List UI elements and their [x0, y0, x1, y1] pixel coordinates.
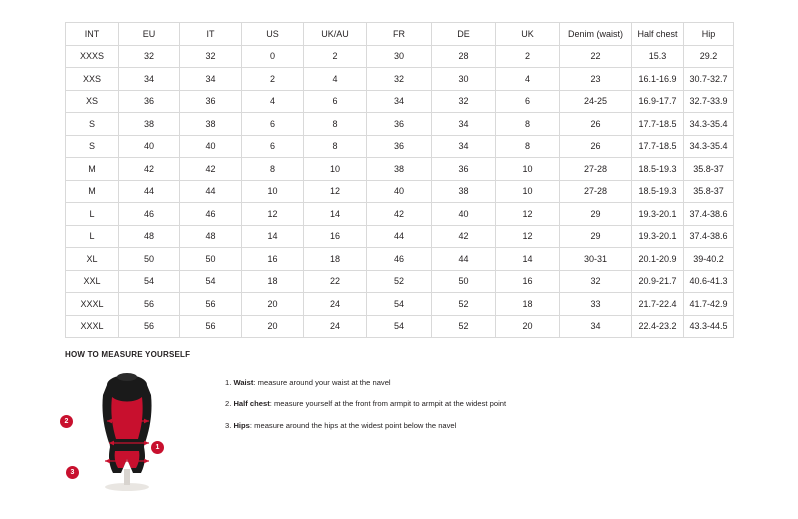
- table-cell: 16.1-16.9: [632, 68, 684, 91]
- table-cell: 20: [496, 315, 560, 338]
- table-cell: 18.5-19.3: [632, 180, 684, 203]
- table-cell: 6: [496, 90, 560, 113]
- measure-note-term: Half chest: [233, 399, 270, 409]
- table-cell: 36: [367, 135, 432, 158]
- table-cell: 42: [367, 203, 432, 226]
- table-cell: 40: [367, 180, 432, 203]
- table-cell: 29: [560, 225, 632, 248]
- table-cell: 32: [180, 45, 242, 68]
- table-cell: 48: [119, 225, 180, 248]
- table-cell: 44: [119, 180, 180, 203]
- table-cell: 34.3-35.4: [684, 113, 734, 136]
- table-cell: 10: [496, 158, 560, 181]
- table-cell: 30: [432, 68, 496, 91]
- table-cell: 20: [242, 293, 304, 316]
- how-to-measure-section: [65, 350, 765, 494]
- table-cell: 2: [304, 45, 367, 68]
- table-cell: 18: [242, 270, 304, 293]
- table-cell: 19.3-20.1: [632, 225, 684, 248]
- table-cell: 8: [304, 135, 367, 158]
- table-cell: 30: [367, 45, 432, 68]
- table-column-header: US: [242, 23, 304, 46]
- measure-note: [225, 379, 506, 387]
- table-cell: 42: [180, 158, 242, 181]
- table-cell: 4: [304, 68, 367, 91]
- measure-note: [225, 400, 506, 408]
- size-label-cell: L: [66, 203, 119, 226]
- table-header: [66, 23, 734, 46]
- table-cell: 12: [242, 203, 304, 226]
- table-cell: 18: [304, 248, 367, 271]
- table-cell: 46: [119, 203, 180, 226]
- table-cell: 34: [367, 90, 432, 113]
- table-cell: 37.4-38.6: [684, 203, 734, 226]
- table-cell: 54: [367, 293, 432, 316]
- table-cell: 24: [304, 293, 367, 316]
- table-cell: 24: [304, 315, 367, 338]
- size-label-cell: S: [66, 135, 119, 158]
- table-cell: 20: [242, 315, 304, 338]
- table-column-header: UK: [496, 23, 560, 46]
- table-row: [66, 45, 734, 68]
- table-cell: 0: [242, 45, 304, 68]
- table-cell: 38: [180, 113, 242, 136]
- table-cell: 50: [432, 270, 496, 293]
- table-cell: 38: [432, 180, 496, 203]
- table-cell: 56: [119, 315, 180, 338]
- size-chart-table-wrapper: [65, 22, 733, 338]
- table-cell: 33: [560, 293, 632, 316]
- mannequin-illustration: [65, 369, 185, 494]
- table-row: [66, 225, 734, 248]
- table-cell: 22: [560, 45, 632, 68]
- measure-note-text: : measure around your waist at the navel: [253, 378, 391, 387]
- size-label-cell: S: [66, 113, 119, 136]
- table-cell: 27-28: [560, 158, 632, 181]
- table-column-header: IT: [180, 23, 242, 46]
- table-cell: 50: [119, 248, 180, 271]
- table-cell: 44: [367, 225, 432, 248]
- table-column-header: EU: [119, 23, 180, 46]
- table-body: [66, 45, 734, 338]
- table-cell: 44: [180, 180, 242, 203]
- table-cell: 37.4-38.6: [684, 225, 734, 248]
- table-cell: 26: [560, 135, 632, 158]
- table-row: [66, 90, 734, 113]
- table-cell: 43.3-44.5: [684, 315, 734, 338]
- table-column-header: UK/AU: [304, 23, 367, 46]
- size-label-cell: XL: [66, 248, 119, 271]
- size-label-cell: L: [66, 225, 119, 248]
- measure-note-text: : measure yourself at the front from armpit to armpit at the widest point: [269, 399, 507, 409]
- measure-marker-1: 1: [151, 441, 164, 454]
- table-cell: 38: [119, 113, 180, 136]
- measure-note-text: : measure around the hips at the widest point below the navel: [249, 420, 457, 430]
- measure-note-term: Hips: [233, 420, 250, 430]
- table-cell: 50: [180, 248, 242, 271]
- table-cell: 32: [560, 270, 632, 293]
- measure-note-term: Waist: [233, 378, 254, 387]
- table-cell: 16: [242, 248, 304, 271]
- table-cell: 52: [432, 315, 496, 338]
- size-label-cell: XS: [66, 90, 119, 113]
- table-row: [66, 203, 734, 226]
- table-cell: 32: [367, 68, 432, 91]
- measure-notes-list: [225, 369, 506, 443]
- table-column-header: DE: [432, 23, 496, 46]
- table-cell: 54: [367, 315, 432, 338]
- table-cell: 56: [180, 293, 242, 316]
- table-row: [66, 180, 734, 203]
- table-cell: 52: [432, 293, 496, 316]
- table-cell: 36: [180, 90, 242, 113]
- table-cell: 2: [496, 45, 560, 68]
- table-cell: 40: [119, 135, 180, 158]
- measure-marker-3: 3: [66, 466, 79, 479]
- table-cell: 32: [119, 45, 180, 68]
- table-cell: 23: [560, 68, 632, 91]
- size-label-cell: XXXL: [66, 315, 119, 338]
- table-cell: 10: [496, 180, 560, 203]
- table-cell: 35.8-37: [684, 180, 734, 203]
- table-cell: 4: [496, 68, 560, 91]
- table-cell: 15.3: [632, 45, 684, 68]
- table-cell: 44: [432, 248, 496, 271]
- table-cell: 14: [242, 225, 304, 248]
- table-header-row: [66, 23, 734, 46]
- size-label-cell: XXL: [66, 270, 119, 293]
- table-cell: 14: [496, 248, 560, 271]
- table-row: [66, 158, 734, 181]
- size-label-cell: XXS: [66, 68, 119, 91]
- table-cell: 54: [180, 270, 242, 293]
- table-cell: 8: [304, 113, 367, 136]
- table-cell: 36: [119, 90, 180, 113]
- table-cell: 35.8-37: [684, 158, 734, 181]
- table-cell: 6: [304, 90, 367, 113]
- table-cell: 16: [496, 270, 560, 293]
- measure-note-number: 3.: [225, 420, 234, 430]
- table-row: [66, 270, 734, 293]
- table-cell: 10: [242, 180, 304, 203]
- size-label-cell: M: [66, 158, 119, 181]
- table-cell: 34: [119, 68, 180, 91]
- table-cell: 42: [119, 158, 180, 181]
- table-cell: 20.9-21.7: [632, 270, 684, 293]
- table-cell: 54: [119, 270, 180, 293]
- table-cell: 21.7-22.4: [632, 293, 684, 316]
- table-cell: 42: [432, 225, 496, 248]
- table-cell: 12: [496, 225, 560, 248]
- table-cell: 2: [242, 68, 304, 91]
- table-cell: 22.4-23.2: [632, 315, 684, 338]
- table-cell: 17.7-18.5: [632, 135, 684, 158]
- table-row: [66, 113, 734, 136]
- table-row: [66, 293, 734, 316]
- table-column-header: Half chest: [632, 23, 684, 46]
- table-cell: 16.9-17.7: [632, 90, 684, 113]
- size-chart-table: [65, 22, 734, 338]
- table-column-header: INT: [66, 23, 119, 46]
- table-cell: 19.3-20.1: [632, 203, 684, 226]
- table-cell: 17.7-18.5: [632, 113, 684, 136]
- table-cell: 40.6-41.3: [684, 270, 734, 293]
- measure-note-number: 2.: [225, 399, 234, 409]
- table-cell: 38: [367, 158, 432, 181]
- table-cell: 34: [432, 113, 496, 136]
- table-cell: 24-25: [560, 90, 632, 113]
- table-cell: 12: [496, 203, 560, 226]
- how-to-measure-title: HOW TO MEASURE YOURSELF: [65, 350, 191, 359]
- table-cell: 41.7-42.9: [684, 293, 734, 316]
- table-cell: 29.2: [684, 45, 734, 68]
- table-cell: 46: [180, 203, 242, 226]
- table-cell: 27-28: [560, 180, 632, 203]
- table-cell: 40: [180, 135, 242, 158]
- table-cell: 14: [304, 203, 367, 226]
- table-cell: 46: [367, 248, 432, 271]
- table-cell: 34.3-35.4: [684, 135, 734, 158]
- table-cell: 12: [304, 180, 367, 203]
- table-cell: 30.7-32.7: [684, 68, 734, 91]
- table-cell: 56: [119, 293, 180, 316]
- table-column-header: FR: [367, 23, 432, 46]
- table-cell: 34: [432, 135, 496, 158]
- table-cell: 8: [496, 135, 560, 158]
- table-row: [66, 315, 734, 338]
- size-label-cell: XXXL: [66, 293, 119, 316]
- table-cell: 18.5-19.3: [632, 158, 684, 181]
- table-column-header: Denim (waist): [560, 23, 632, 46]
- table-cell: 40: [432, 203, 496, 226]
- table-cell: 39-40.2: [684, 248, 734, 271]
- table-row: [66, 68, 734, 91]
- table-column-header: Hip: [684, 23, 734, 46]
- size-label-cell: M: [66, 180, 119, 203]
- table-cell: 52: [367, 270, 432, 293]
- table-cell: 8: [496, 113, 560, 136]
- measure-note: [225, 422, 506, 430]
- table-cell: 56: [180, 315, 242, 338]
- mannequin-svg: [65, 369, 185, 494]
- table-cell: 32: [432, 90, 496, 113]
- measure-marker-2: 2: [60, 415, 73, 428]
- table-cell: 4: [242, 90, 304, 113]
- table-cell: 16: [304, 225, 367, 248]
- size-label-cell: XXXS: [66, 45, 119, 68]
- table-cell: 8: [242, 158, 304, 181]
- table-cell: 10: [304, 158, 367, 181]
- table-cell: 48: [180, 225, 242, 248]
- table-cell: 20.1-20.9: [632, 248, 684, 271]
- table-cell: 26: [560, 113, 632, 136]
- table-cell: 34: [560, 315, 632, 338]
- table-cell: 6: [242, 135, 304, 158]
- table-row: [66, 248, 734, 271]
- table-cell: 34: [180, 68, 242, 91]
- table-cell: 36: [367, 113, 432, 136]
- table-cell: 6: [242, 113, 304, 136]
- table-cell: 29: [560, 203, 632, 226]
- table-cell: 22: [304, 270, 367, 293]
- table-cell: 32.7-33.9: [684, 90, 734, 113]
- measure-note-number: 1.: [225, 378, 234, 387]
- table-cell: 18: [496, 293, 560, 316]
- table-cell: 28: [432, 45, 496, 68]
- how-to-measure-body: [65, 369, 765, 494]
- table-cell: 30-31: [560, 248, 632, 271]
- table-cell: 36: [432, 158, 496, 181]
- table-row: [66, 135, 734, 158]
